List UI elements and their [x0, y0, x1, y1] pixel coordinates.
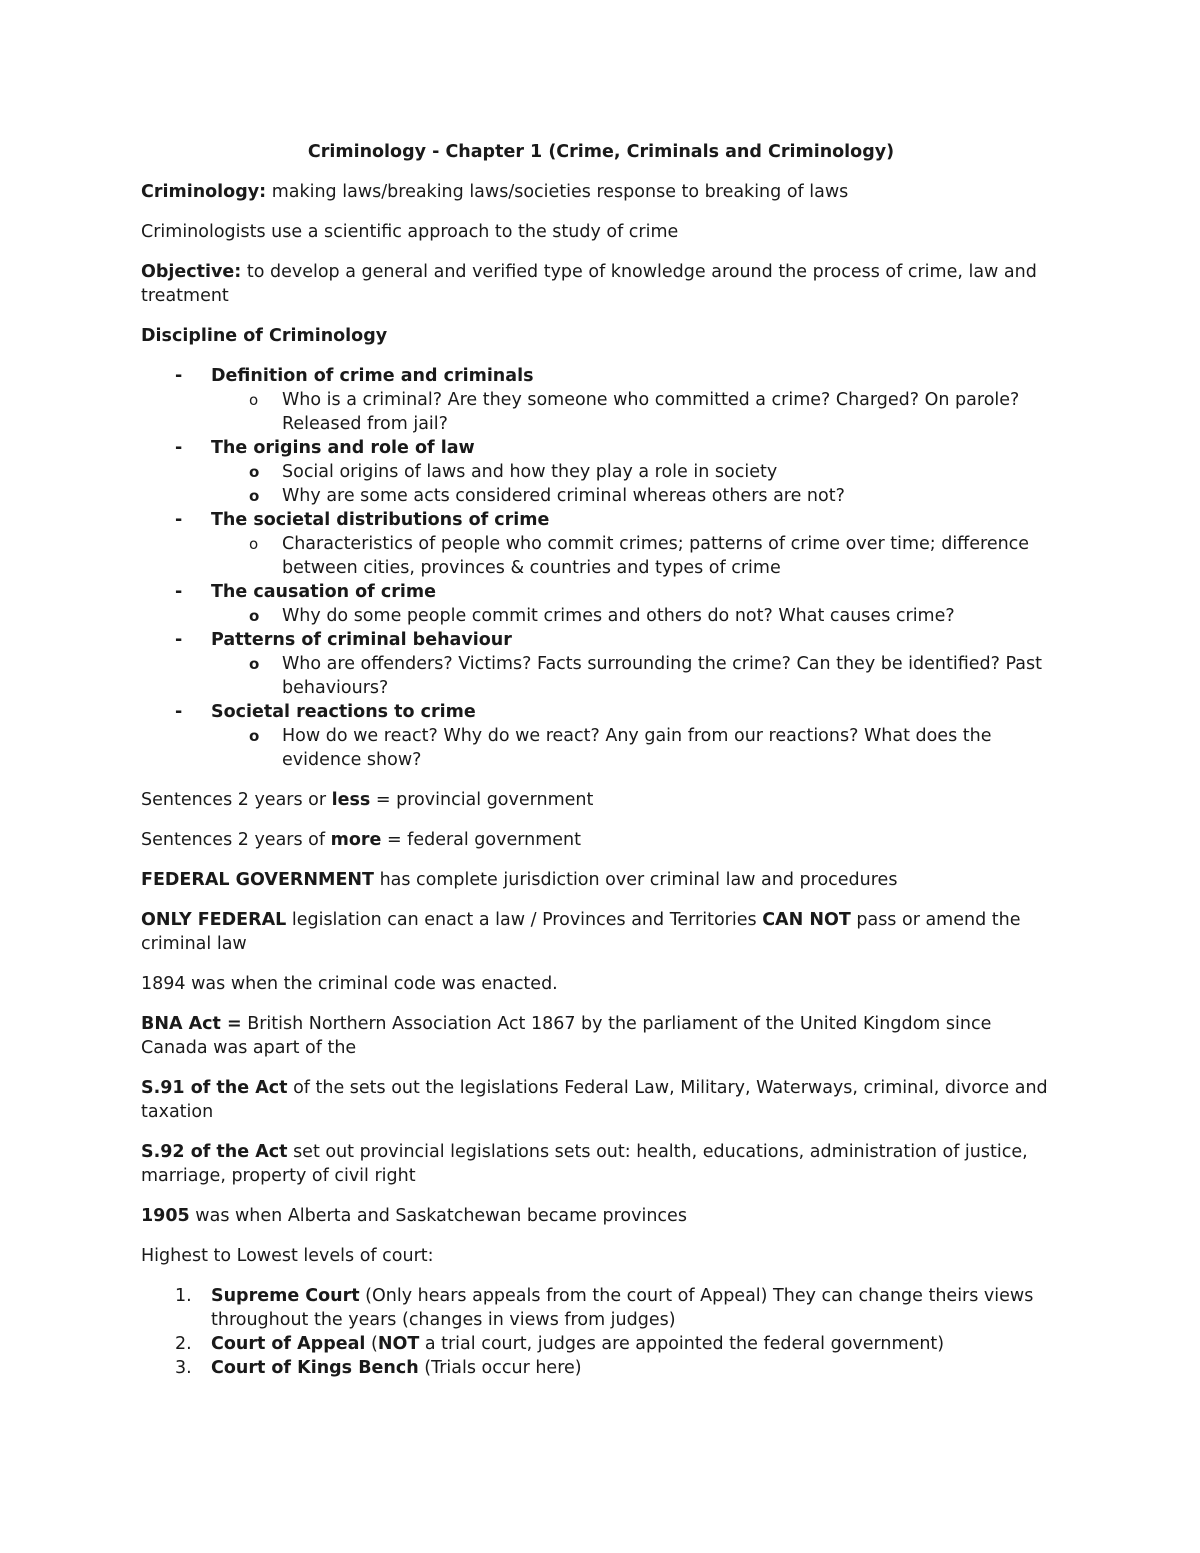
subitem-text: Who is a criminal? Are they someone who committed a crime? Charged? On parole? Released from jail? — [282, 390, 1020, 434]
bna-act-text: British Northern Association Act 1867 by the parliament of the United Kingdom since Canada was apart of the — [141, 1014, 992, 1058]
sentences-more-bold: more — [330, 830, 382, 850]
court-not-bold: NOT — [377, 1334, 420, 1354]
s91-bold: S.91 of the Act — [141, 1078, 288, 1098]
circle-bullet-icon: o — [249, 727, 260, 745]
sentences-less-post: = provincial government — [370, 790, 594, 810]
court-name: Supreme Court — [211, 1286, 360, 1306]
courts-list — [141, 1284, 1061, 1380]
discipline-topic — [141, 508, 1061, 580]
topic-subitem — [141, 532, 1061, 580]
federal-government-paragraph — [141, 868, 1061, 892]
document-title: Criminology - Chapter 1 (Crime, Criminals and Criminology) — [307, 142, 895, 162]
circle-bullet-icon: o — [249, 487, 260, 505]
only-federal-paragraph — [141, 908, 1061, 956]
topic-subitems — [211, 604, 1061, 628]
discipline-topic — [141, 628, 1061, 700]
topic-subitems — [211, 652, 1061, 700]
dash-bullet: - — [175, 582, 183, 602]
s92-text: set out provincial legislations sets out: health, educations, administration of justice, marriage, property of civil right — [141, 1142, 1028, 1186]
definition-label: Criminology: — [141, 182, 267, 202]
topic-subitem — [141, 484, 1061, 508]
topic-label: The origins and role of law — [211, 438, 475, 458]
topic-subitem — [141, 460, 1061, 484]
circle-bullet-icon: o — [249, 391, 259, 409]
topic-subitems — [211, 724, 1061, 772]
subitem-text: Characteristics of people who commit crimes; patterns of crime over time; difference between cities, provinces & countries and types of crime — [282, 534, 1030, 578]
circle-bullet-icon: o — [249, 463, 260, 481]
subitem-text: Why are some acts considered criminal whereas others are not? — [282, 486, 845, 506]
topic-label: Patterns of criminal behaviour — [211, 630, 512, 650]
topic-subitem — [141, 604, 1061, 628]
topic-subitems — [211, 460, 1061, 508]
topic-subitem — [141, 724, 1061, 772]
court-description: (Only hears appeals from the court of Appeal) They can change theirs views throughout the years (changes in views from judges) — [211, 1286, 1034, 1330]
year-1905-text: was when Alberta and Saskatchewan became provinces — [189, 1206, 687, 1226]
only-federal-text-end: pass or amend the criminal law — [141, 910, 1021, 954]
bna-act-bold: BNA Act = — [141, 1014, 242, 1034]
discipline-topic — [141, 580, 1061, 628]
sentences-more-pre: Sentences 2 years of — [141, 830, 331, 850]
scientific-approach-text: Criminologists use a scientific approach to the study of crime — [141, 222, 679, 242]
topic-subitems — [211, 532, 1061, 580]
s92-bold: S.92 of the Act — [141, 1142, 288, 1162]
dash-bullet: - — [175, 510, 183, 530]
topic-label: The societal distributions of crime — [211, 510, 550, 530]
subitem-text: How do we react? Why do we react? Any gain from our reactions? What does the evidence show? — [282, 726, 992, 770]
s92-paragraph — [141, 1140, 1061, 1188]
court-name: Court of Appeal — [211, 1334, 366, 1354]
federal-government-text: has complete jurisdiction over criminal law and procedures — [374, 870, 898, 890]
topic-label: The causation of crime — [211, 582, 436, 602]
topic-label: Societal reactions to crime — [211, 702, 476, 722]
court-item — [141, 1284, 1061, 1332]
criminology-definition — [141, 180, 1061, 204]
can-not-bold: CAN NOT — [762, 910, 851, 930]
s91-paragraph — [141, 1076, 1061, 1124]
sentences-less-paragraph — [141, 788, 1061, 812]
court-description-end: a trial court, judges are appointed the federal government) — [419, 1334, 945, 1354]
objective-label: Objective: — [141, 262, 242, 282]
s91-text: of the sets out the legislations Federal Law, Military, Waterways, criminal, divorce and taxation — [141, 1078, 1048, 1122]
definition-text: making laws/breaking laws/societies response to breaking of laws — [266, 182, 849, 202]
discipline-topic — [141, 364, 1061, 436]
topic-label: Definition of crime and criminals — [211, 366, 534, 386]
only-federal-bold: ONLY FEDERAL — [141, 910, 287, 930]
objective-text: to develop a general and verified type of knowledge around the process of crime, law and treatment — [141, 262, 1037, 306]
objective-paragraph — [141, 260, 1061, 308]
sentences-less-pre: Sentences 2 years or — [141, 790, 332, 810]
year-1905-paragraph — [141, 1204, 1061, 1228]
discipline-topics-list — [141, 364, 1061, 772]
year-1905-bold: 1905 — [141, 1206, 190, 1226]
sentences-less-bold: less — [331, 790, 371, 810]
subitem-text: Social origins of laws and how they play a role in society — [282, 462, 778, 482]
circle-bullet-icon: o — [249, 607, 260, 625]
topic-subitem — [141, 388, 1061, 436]
discipline-topic — [141, 700, 1061, 772]
court-number: 2. — [175, 1334, 192, 1354]
court-item — [141, 1332, 1061, 1356]
circle-bullet-icon: o — [249, 535, 259, 553]
sentences-more-post: = federal government — [381, 830, 581, 850]
subitem-text: Why do some people commit crimes and others do not? What causes crime? — [282, 606, 955, 626]
court-name: Court of Kings Bench — [211, 1358, 419, 1378]
dash-bullet: - — [175, 702, 183, 722]
circle-bullet-icon: o — [249, 655, 260, 673]
court-number: 3. — [175, 1358, 192, 1378]
dash-bullet: - — [175, 366, 183, 386]
court-number: 1. — [175, 1286, 192, 1306]
courts-heading: Highest to Lowest levels of court: — [141, 1246, 434, 1266]
bna-act-paragraph — [141, 1012, 1061, 1060]
subitem-text: Who are offenders? Victims? Facts surrounding the crime? Can they be identified? Past behaviours? — [282, 654, 1042, 698]
dash-bullet: - — [175, 438, 183, 458]
topic-subitems — [211, 388, 1061, 436]
document-content — [141, 140, 1061, 1380]
court-item — [141, 1356, 1061, 1380]
discipline-heading: Discipline of Criminology — [141, 326, 388, 346]
sentences-more-paragraph — [141, 828, 1061, 852]
court-description: ( — [365, 1334, 378, 1354]
federal-government-bold: FEDERAL GOVERNMENT — [141, 870, 374, 890]
dash-bullet: - — [175, 630, 183, 650]
only-federal-text: legislation can enact a law / Provinces and Territories — [286, 910, 763, 930]
court-description: (Trials occur here) — [418, 1358, 582, 1378]
discipline-topic — [141, 436, 1061, 508]
topic-subitem — [141, 652, 1061, 700]
criminal-code-paragraph: 1894 was when the criminal code was enacted. — [141, 974, 558, 994]
